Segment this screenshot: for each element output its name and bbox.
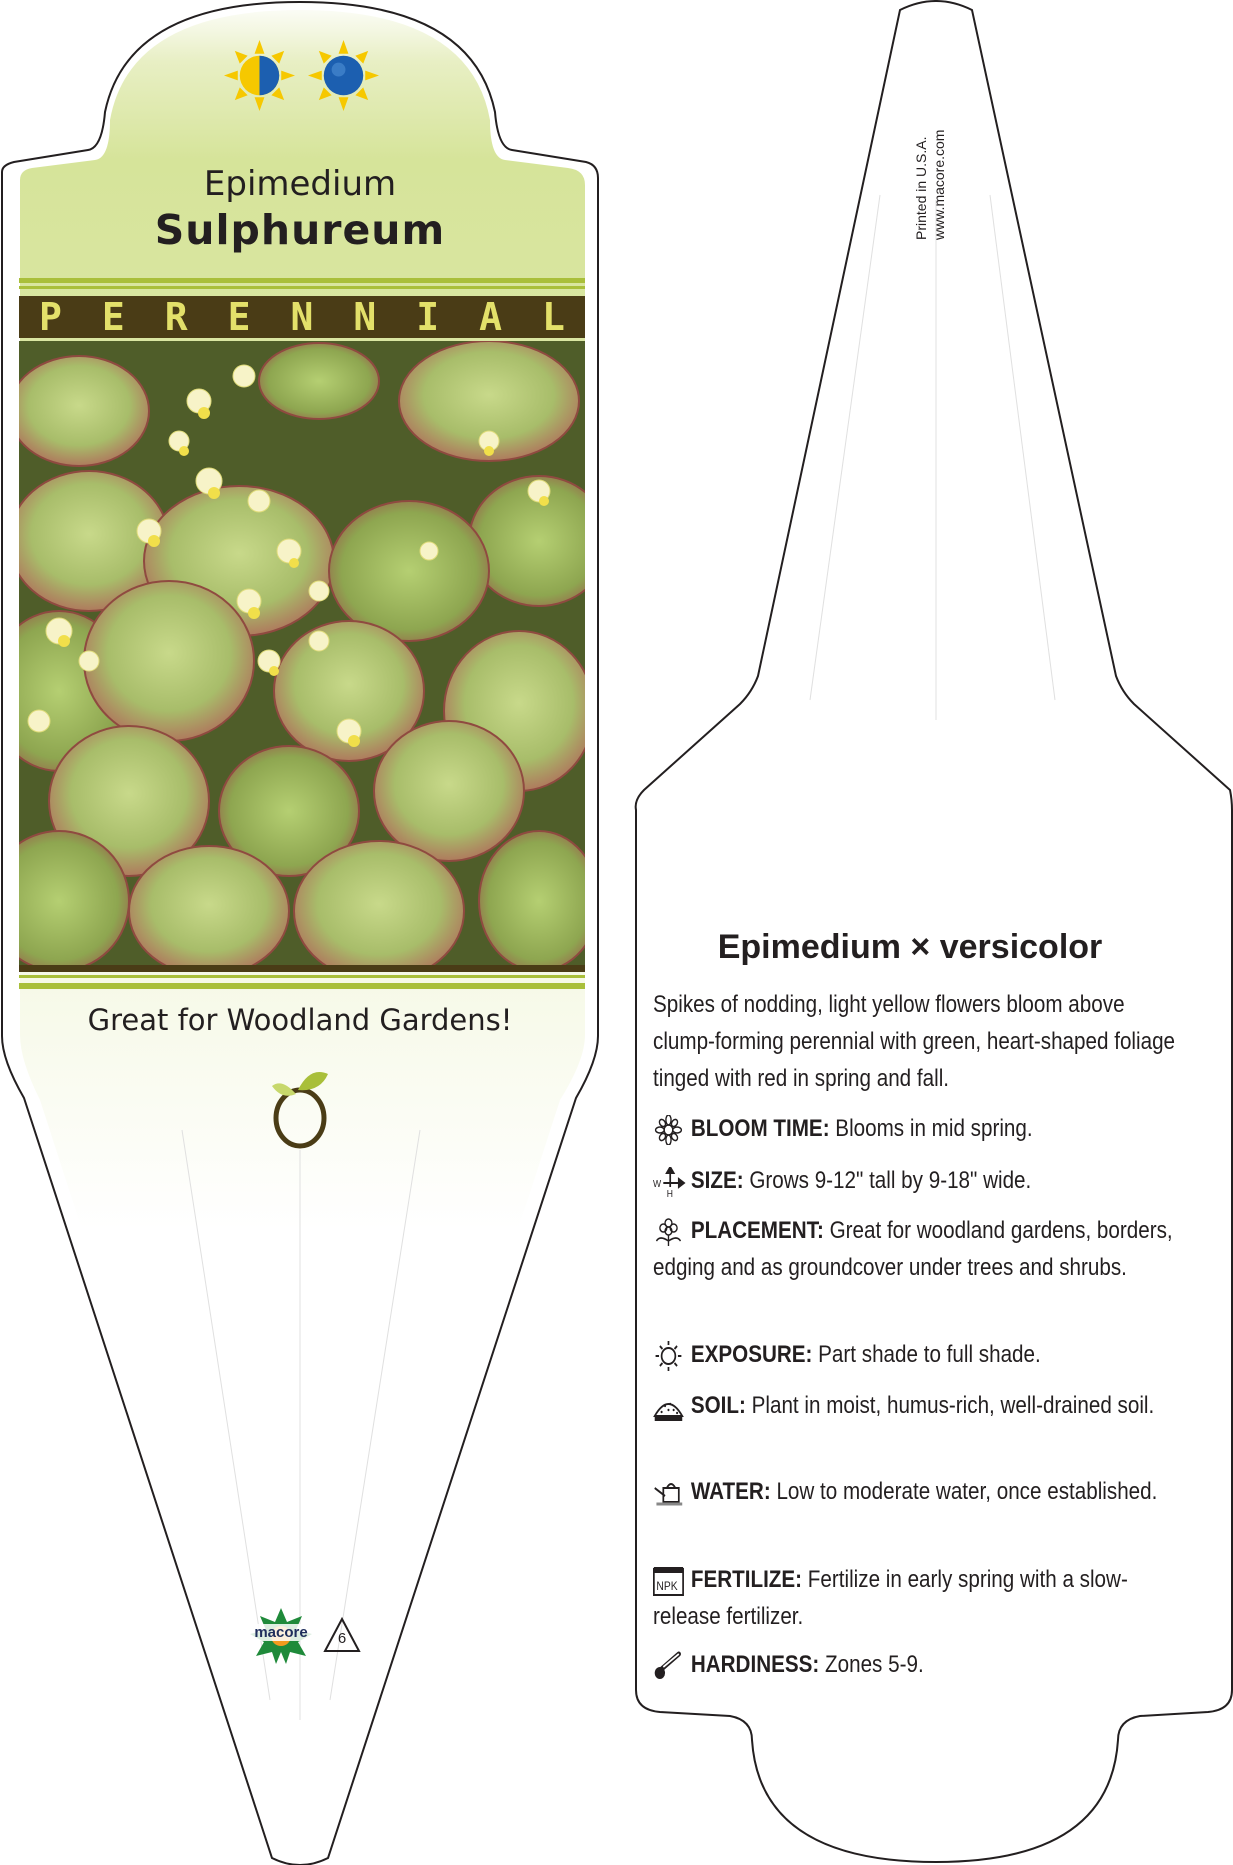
category-label: [19, 296, 585, 338]
category-letter: P: [38, 295, 62, 339]
placement-plant-icon: [653, 1217, 686, 1247]
attr-text: Fertilize in early spring with a slow-release fertilizer.: [653, 1566, 1128, 1630]
macore-brand: macore: [246, 1624, 316, 1641]
full-shade-icon: [306, 38, 381, 113]
attr-placement: [653, 1212, 1186, 1286]
front-tagline: Great for Woodland Gardens!: [87, 1003, 513, 1037]
attr-text: Part shade to full shade.: [812, 1341, 1041, 1368]
attr-label: FERTILIZE:: [690, 1566, 803, 1593]
svg-text:W: W: [653, 1178, 662, 1189]
recycle-number: 6: [337, 1630, 347, 1647]
macore-logo: [246, 1606, 316, 1666]
attr-hardiness: [653, 1646, 1186, 1683]
svg-text:NPK: NPK: [656, 1580, 678, 1593]
thermometer-icon: [653, 1651, 686, 1681]
back-title: Epimedium × versicolor: [717, 928, 1103, 966]
seedling-logo-icon: [270, 1070, 330, 1150]
attr-label: PLACEMENT:: [690, 1217, 824, 1244]
front-genus: Epimedium: [203, 164, 397, 204]
attr-text: Zones 5-9.: [819, 1651, 924, 1678]
attr-size: [653, 1162, 1186, 1199]
category-letter: N: [290, 295, 314, 339]
attr-text: Blooms in mid spring.: [829, 1115, 1033, 1142]
attr-label: EXPOSURE:: [690, 1341, 813, 1368]
category-letter: I: [416, 295, 440, 339]
attr-label: BLOOM TIME:: [690, 1115, 830, 1142]
front-species: Sulphureum: [154, 206, 446, 254]
attr-label: WATER:: [690, 1478, 771, 1505]
watering-can-icon: [653, 1478, 686, 1508]
category-letter: R: [164, 295, 188, 339]
svg-text:H: H: [666, 1188, 673, 1197]
attr-water: [653, 1473, 1186, 1510]
npk-icon: [653, 1566, 686, 1596]
category-letter: E: [101, 295, 125, 339]
category-letter: L: [541, 295, 565, 339]
attr-text: Plant in moist, humus-rich, well-drained soil.: [745, 1392, 1155, 1419]
part-sun-icon: [222, 38, 297, 113]
attr-label: SOIL:: [690, 1392, 746, 1419]
size-arrows-icon: [653, 1167, 686, 1197]
attr-label: HARDINESS:: [690, 1651, 820, 1678]
attr-soil: [653, 1387, 1186, 1424]
attr-label: SIZE:: [690, 1167, 744, 1194]
recycle-code: [322, 1616, 362, 1656]
attr-exposure: [653, 1336, 1186, 1373]
attr-text: Great for woodland gardens, borders, edging and as groundcover under trees and shrubs.: [653, 1217, 1173, 1281]
back-description: Spikes of nodding, light yellow flowers bloom above clump-forming perennial with green, heart-shaped foliage tinged with red in spring and fall.: [653, 991, 1176, 1092]
website-line: www.macore.com: [931, 129, 947, 240]
sun-outline-icon: [653, 1341, 686, 1371]
soil-mound-icon: [653, 1392, 686, 1422]
printed-line: Printed in U.S.A.: [913, 136, 929, 240]
category-letter: E: [227, 295, 251, 339]
plant-photo: [19, 341, 585, 965]
printed-info: [912, 130, 948, 240]
attr-fertilize: [653, 1561, 1186, 1635]
category-letter: A: [479, 295, 502, 339]
category-letter: N: [353, 295, 377, 339]
attr-text: Low to moderate water, once established.: [770, 1478, 1158, 1505]
attr-text: Grows 9-12" tall by 9-18" wide.: [743, 1167, 1032, 1194]
flower-icon: [653, 1115, 686, 1145]
attr-bloom-time: [653, 1110, 1186, 1147]
